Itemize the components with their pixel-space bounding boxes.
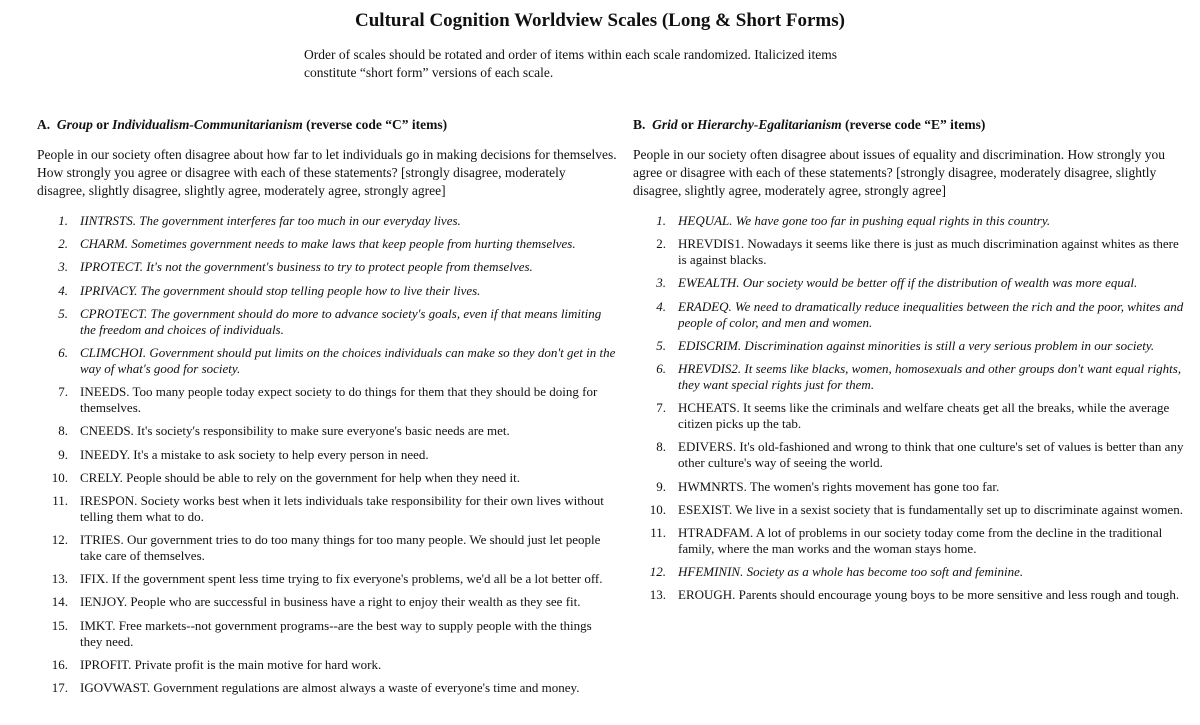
item-text: HCHEATS. It seems like the criminals and welfare cheats get all the breaks, while the average citizen picks up the tab.: [678, 400, 1170, 432]
document-subtitle: Order of scales should be rotated and order of items within each scale randomized. Italicized items constitute “short form” versions of each scale.: [304, 47, 838, 80]
item-number: 2.: [656, 236, 666, 252]
list-item: [633, 299, 1188, 331]
list-item: [37, 571, 617, 587]
list-item: [37, 306, 617, 338]
item-number: 14.: [51, 594, 68, 610]
item-text: ESEXIST. We live in a sexist society that is fundamentally set up to discriminate against women.: [678, 501, 1184, 517]
item-text: EROUGH. Parents should encourage young boys to be more sensitive and less rough and tough.: [678, 587, 1180, 603]
item-number: 8.: [656, 439, 666, 455]
item-text: HREVDIS2. It seems like blacks, women, homosexuals and other groups don't want equal rights, they want special rights just for them.: [678, 360, 1182, 392]
list-item: [633, 213, 1188, 229]
section-b-letter: B.: [633, 117, 646, 132]
item-number: 5.: [58, 305, 68, 321]
item-number: 5.: [656, 337, 666, 353]
item-text: CRELY. People should be able to rely on the government for help when they need it.: [80, 469, 521, 485]
item-number: 11.: [52, 492, 68, 508]
section-b-group-word: Grid: [652, 117, 678, 132]
list-item: [37, 213, 617, 229]
item-number: 13.: [51, 571, 68, 587]
item-number: 1.: [656, 213, 666, 228]
item-text: IINTRSTS. The government interferes far too much in our everyday lives.: [80, 213, 461, 228]
list-item: [633, 236, 1188, 268]
item-number: 4.: [58, 282, 68, 298]
item-text: CNEEDS. It's society's responsibility to make sure everyone's basic needs are met.: [80, 423, 510, 439]
list-item: [37, 618, 617, 650]
item-number: 6.: [656, 360, 666, 376]
item-number: 11.: [650, 524, 666, 540]
item-number: 17.: [51, 680, 68, 695]
list-item: [633, 587, 1188, 603]
list-item: [633, 338, 1188, 354]
list-item: [633, 439, 1188, 471]
list-item: [37, 657, 617, 673]
item-number: 10.: [51, 469, 68, 485]
section-b-reverse-note: (reverse code “E” items): [845, 117, 986, 132]
item-text: CLIMCHOI. Government should put limits on the choices individuals can make so they don't get in the way of what's good for society.: [80, 344, 616, 376]
item-number: 10.: [649, 501, 666, 517]
item-text: IMKT. Free markets--not government programs--are the best way to supply people with the things they need.: [80, 617, 592, 649]
section-a-intro: People in our society often disagree about how far to let individuals go in making decisions for themselves. How strongly you agree or disagree with each of these statements? [strongly disagree, moderately disagree, slightly disagree, slightly agree, moderately agree, strongly agree]: [37, 147, 617, 198]
section-b-items: [633, 213, 1188, 603]
item-text: CPROTECT. The government should do more to advance society's goals, even if that means limiting the freedom and choices of individuals.: [80, 305, 602, 337]
item-text: EDISCRIM. Discrimination against minorities is still a very serious problem in our society.: [678, 337, 1155, 353]
section-a-scale-name: Individualism-Communitarianism: [112, 117, 303, 132]
item-text: IPROTECT. It's not the government's business to try to protect people from themselves.: [80, 259, 533, 275]
section-b-heading: [633, 116, 1188, 134]
item-number: 9.: [656, 478, 666, 494]
item-text: INEEDY. It's a mistake to ask society to help every person in need.: [80, 446, 429, 462]
section-b-scale-name: Hierarchy-Egalitarianism: [696, 117, 842, 132]
item-text: IPRIVACY. The government should stop telling people how to live their lives.: [80, 282, 481, 298]
list-item: [37, 470, 617, 486]
list-item: [37, 423, 617, 439]
list-item: [37, 345, 617, 377]
section-b-or: or: [681, 117, 694, 132]
section-a-items: [37, 213, 617, 696]
item-number: 7.: [58, 384, 68, 400]
document-title: Cultural Cognition Worldview Scales (Long & Short Forms): [355, 10, 845, 31]
item-text: IGOVWAST. Government regulations are almost always a waste of everyone's time and money.: [80, 680, 580, 695]
list-item: [633, 525, 1188, 557]
list-item: [37, 532, 617, 564]
item-text: IPROFIT. Private profit is the main motive for hard work.: [80, 656, 382, 672]
item-text: IENJOY. People who are successful in business have a right to enjoy their wealth as they see fit.: [80, 594, 581, 610]
section-a-letter: A.: [37, 117, 51, 132]
section-a-or: or: [96, 117, 109, 132]
section-a-reverse-note: (reverse code “C” items): [306, 117, 448, 132]
item-text: INEEDS. Too many people today expect society to do things for them that they should be doing for themselves.: [80, 384, 598, 416]
item-text: HREVDIS1. Nowadays it seems like there is just as much discrimination against whites as there is against blacks.: [678, 236, 1179, 268]
item-number: 3.: [656, 275, 666, 291]
list-item: [633, 361, 1188, 393]
list-item: [633, 479, 1188, 495]
list-item: [37, 447, 617, 463]
section-b: [633, 116, 1188, 610]
item-number: 3.: [58, 259, 68, 275]
item-number: 15.: [51, 617, 68, 633]
list-item: [633, 564, 1188, 580]
list-item: [37, 283, 617, 299]
item-number: 16.: [51, 656, 68, 672]
list-item: [37, 594, 617, 610]
list-item: [37, 680, 617, 696]
item-number: 4.: [656, 298, 666, 314]
section-a-group-word: Group: [56, 117, 93, 132]
item-number: 9.: [58, 446, 68, 462]
list-item: [633, 502, 1188, 518]
section-b-intro: People in our society often disagree about issues of equality and discrimination. How strongly you agree or disagree with each of these statements? [strongly disagree, moderately disagree, slightly disagree, slightly agree, moderately agree, strongly agree]: [633, 147, 1166, 198]
item-number: 7.: [656, 400, 666, 416]
item-text: HFEMININ. Society as a whole has become too soft and feminine.: [678, 564, 1024, 580]
item-text: IFIX. If the government spent less time trying to fix everyone's problems, we'd all be a lot better off.: [80, 571, 603, 587]
list-item: [37, 259, 617, 275]
item-text: EDIVERS. It's old-fashioned and wrong to think that one culture's set of values is better than any other culture's way of seeing the world.: [678, 439, 1184, 471]
list-item: [37, 236, 617, 252]
list-item: [37, 384, 617, 416]
list-item: [633, 275, 1188, 291]
item-text: EWEALTH. Our society would be better off if the distribution of wealth was more equal.: [678, 275, 1138, 291]
item-text: ITRIES. Our government tries to do too many things for too many people. We should just let people take care of themselves.: [80, 532, 601, 564]
item-number: 13.: [649, 587, 666, 603]
item-number: 1.: [58, 213, 68, 228]
section-a-heading: [37, 116, 617, 134]
item-text: IRESPON. Society works best when it lets individuals take responsibility for their own lives without telling them what to do.: [80, 492, 604, 524]
item-number: 12.: [51, 532, 68, 548]
item-text: CHARM. Sometimes government needs to make laws that keep people from hurting themselves.: [80, 236, 576, 252]
section-a: [37, 116, 617, 703]
item-text: HEQUAL. We have gone too far in pushing equal rights in this country.: [678, 213, 1051, 228]
list-item: [37, 493, 617, 525]
item-text: ERADEQ. We need to dramatically reduce inequalities between the rich and the poor, whites and people of color, and men and women.: [678, 298, 1184, 330]
item-text: HWMNRTS. The women's rights movement has gone too far.: [678, 478, 1000, 494]
item-text: HTRADFAM. A lot of problems in our society today come from the decline in the traditional family, where the man works and the woman stays home.: [678, 524, 1163, 556]
item-number: 6.: [58, 344, 68, 360]
item-number: 12.: [649, 564, 666, 580]
item-number: 8.: [58, 423, 68, 439]
item-number: 2.: [58, 236, 68, 252]
list-item: [633, 400, 1188, 432]
